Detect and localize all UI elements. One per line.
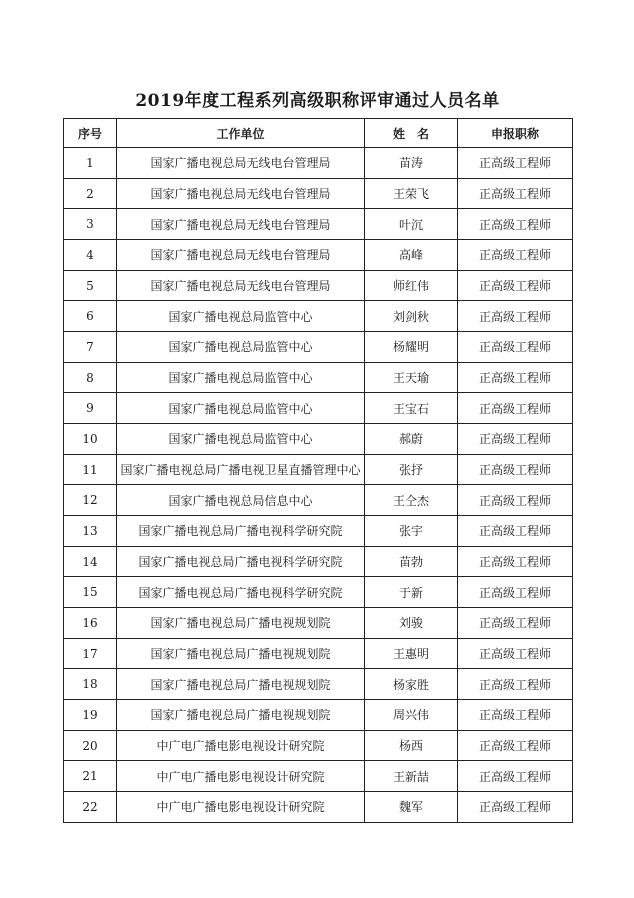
cell-name: 王天瑜 — [365, 362, 458, 393]
cell-name: 苗涛 — [365, 148, 458, 179]
cell-serial-number: 17 — [64, 638, 117, 669]
roster-table — [63, 118, 573, 823]
cell-name: 王新喆 — [365, 761, 458, 792]
cell-serial-number: 13 — [64, 516, 117, 547]
cell-work-unit: 中广电广播电影电视设计研究院 — [117, 761, 365, 792]
table-row — [64, 332, 573, 363]
cell-name: 王荣飞 — [365, 178, 458, 209]
cell-title-applied: 正高级工程师 — [458, 761, 573, 792]
cell-work-unit: 国家广播电视总局广播电视规划院 — [117, 638, 365, 669]
cell-serial-number: 3 — [64, 209, 117, 240]
table-row — [64, 301, 573, 332]
cell-serial-number: 20 — [64, 730, 117, 761]
table-row — [64, 424, 573, 455]
header-work-unit: 工作单位 — [117, 119, 365, 148]
table-row — [64, 730, 573, 761]
cell-serial-number: 16 — [64, 608, 117, 639]
header-serial-number: 序号 — [64, 119, 117, 148]
table-row — [64, 362, 573, 393]
table-row — [64, 638, 573, 669]
cell-name: 杨家胜 — [365, 669, 458, 700]
table-row — [64, 240, 573, 271]
cell-name: 苗勃 — [365, 546, 458, 577]
cell-serial-number: 4 — [64, 240, 117, 271]
cell-work-unit: 中广电广播电影电视设计研究院 — [117, 730, 365, 761]
cell-title-applied: 正高级工程师 — [458, 393, 573, 424]
cell-work-unit: 国家广播电视总局广播电视科学研究院 — [117, 546, 365, 577]
table-row — [64, 700, 573, 731]
cell-title-applied: 正高级工程师 — [458, 332, 573, 363]
cell-name: 王宝石 — [365, 393, 458, 424]
cell-work-unit: 国家广播电视总局监管中心 — [117, 424, 365, 455]
cell-title-applied: 正高级工程师 — [458, 424, 573, 455]
cell-work-unit: 国家广播电视总局监管中心 — [117, 332, 365, 363]
cell-work-unit: 国家广播电视总局无线电台管理局 — [117, 178, 365, 209]
cell-serial-number: 12 — [64, 485, 117, 516]
cell-title-applied: 正高级工程师 — [458, 577, 573, 608]
cell-work-unit: 国家广播电视总局监管中心 — [117, 362, 365, 393]
cell-name: 刘骏 — [365, 608, 458, 639]
cell-work-unit: 国家广播电视总局广播电视规划院 — [117, 669, 365, 700]
cell-name: 杨西 — [365, 730, 458, 761]
cell-title-applied: 正高级工程师 — [458, 792, 573, 823]
cell-serial-number: 19 — [64, 700, 117, 731]
cell-name: 叶沉 — [365, 209, 458, 240]
cell-title-applied: 正高级工程师 — [458, 240, 573, 271]
cell-work-unit: 中广电广播电影电视设计研究院 — [117, 792, 365, 823]
table-row — [64, 393, 573, 424]
table-row — [64, 454, 573, 485]
table-row — [64, 669, 573, 700]
cell-title-applied: 正高级工程师 — [458, 301, 573, 332]
cell-name: 周兴伟 — [365, 700, 458, 731]
table-row — [64, 270, 573, 301]
cell-work-unit: 国家广播电视总局无线电台管理局 — [117, 209, 365, 240]
cell-serial-number: 8 — [64, 362, 117, 393]
cell-serial-number: 21 — [64, 761, 117, 792]
cell-title-applied: 正高级工程师 — [458, 730, 573, 761]
cell-name: 高峰 — [365, 240, 458, 271]
table-row — [64, 516, 573, 547]
cell-name: 魏军 — [365, 792, 458, 823]
cell-work-unit: 国家广播电视总局监管中心 — [117, 393, 365, 424]
cell-name: 师红伟 — [365, 270, 458, 301]
cell-serial-number: 1 — [64, 148, 117, 179]
table-row — [64, 761, 573, 792]
cell-title-applied: 正高级工程师 — [458, 209, 573, 240]
cell-title-applied: 正高级工程师 — [458, 546, 573, 577]
cell-title-applied: 正高级工程师 — [458, 270, 573, 301]
cell-work-unit: 国家广播电视总局无线电台管理局 — [117, 240, 365, 271]
table-row — [64, 546, 573, 577]
cell-serial-number: 7 — [64, 332, 117, 363]
cell-work-unit: 国家广播电视总局广播电视规划院 — [117, 608, 365, 639]
cell-serial-number: 9 — [64, 393, 117, 424]
cell-title-applied: 正高级工程师 — [458, 516, 573, 547]
table-row — [64, 178, 573, 209]
cell-serial-number: 18 — [64, 669, 117, 700]
cell-name: 刘剑秋 — [365, 301, 458, 332]
cell-serial-number: 11 — [64, 454, 117, 485]
table-row — [64, 485, 573, 516]
cell-work-unit: 国家广播电视总局广播电视科学研究院 — [117, 516, 365, 547]
cell-title-applied: 正高级工程师 — [458, 638, 573, 669]
cell-serial-number: 15 — [64, 577, 117, 608]
table-row — [64, 792, 573, 823]
table-row — [64, 577, 573, 608]
cell-title-applied: 正高级工程师 — [458, 669, 573, 700]
cell-name: 王仝杰 — [365, 485, 458, 516]
cell-serial-number: 5 — [64, 270, 117, 301]
cell-name: 郝蔚 — [365, 424, 458, 455]
cell-name: 于新 — [365, 577, 458, 608]
table-header-row — [64, 119, 573, 148]
cell-title-applied: 正高级工程师 — [458, 485, 573, 516]
cell-name: 张抒 — [365, 454, 458, 485]
cell-title-applied: 正高级工程师 — [458, 362, 573, 393]
cell-work-unit: 国家广播电视总局无线电台管理局 — [117, 270, 365, 301]
cell-work-unit: 国家广播电视总局广播电视卫星直播管理中心 — [117, 454, 365, 485]
cell-serial-number: 14 — [64, 546, 117, 577]
cell-title-applied: 正高级工程师 — [458, 700, 573, 731]
cell-name: 杨耀明 — [365, 332, 458, 363]
table-row — [64, 608, 573, 639]
cell-serial-number: 2 — [64, 178, 117, 209]
cell-title-applied: 正高级工程师 — [458, 178, 573, 209]
table-body — [64, 148, 573, 823]
cell-work-unit: 国家广播电视总局广播电视规划院 — [117, 700, 365, 731]
cell-work-unit: 国家广播电视总局信息中心 — [117, 485, 365, 516]
header-name: 姓 名 — [365, 119, 458, 148]
cell-serial-number: 10 — [64, 424, 117, 455]
cell-name: 王惠明 — [365, 638, 458, 669]
cell-title-applied: 正高级工程师 — [458, 608, 573, 639]
cell-serial-number: 22 — [64, 792, 117, 823]
cell-title-applied: 正高级工程师 — [458, 148, 573, 179]
cell-work-unit: 国家广播电视总局无线电台管理局 — [117, 148, 365, 179]
cell-title-applied: 正高级工程师 — [458, 454, 573, 485]
table-row — [64, 148, 573, 179]
document-title: 2019年度工程系列高级职称评审通过人员名单 — [135, 91, 500, 111]
cell-work-unit: 国家广播电视总局监管中心 — [117, 301, 365, 332]
cell-work-unit: 国家广播电视总局广播电视科学研究院 — [117, 577, 365, 608]
cell-name: 张宇 — [365, 516, 458, 547]
cell-serial-number: 6 — [64, 301, 117, 332]
table-row — [64, 209, 573, 240]
header-title-applied: 申报职称 — [458, 119, 573, 148]
